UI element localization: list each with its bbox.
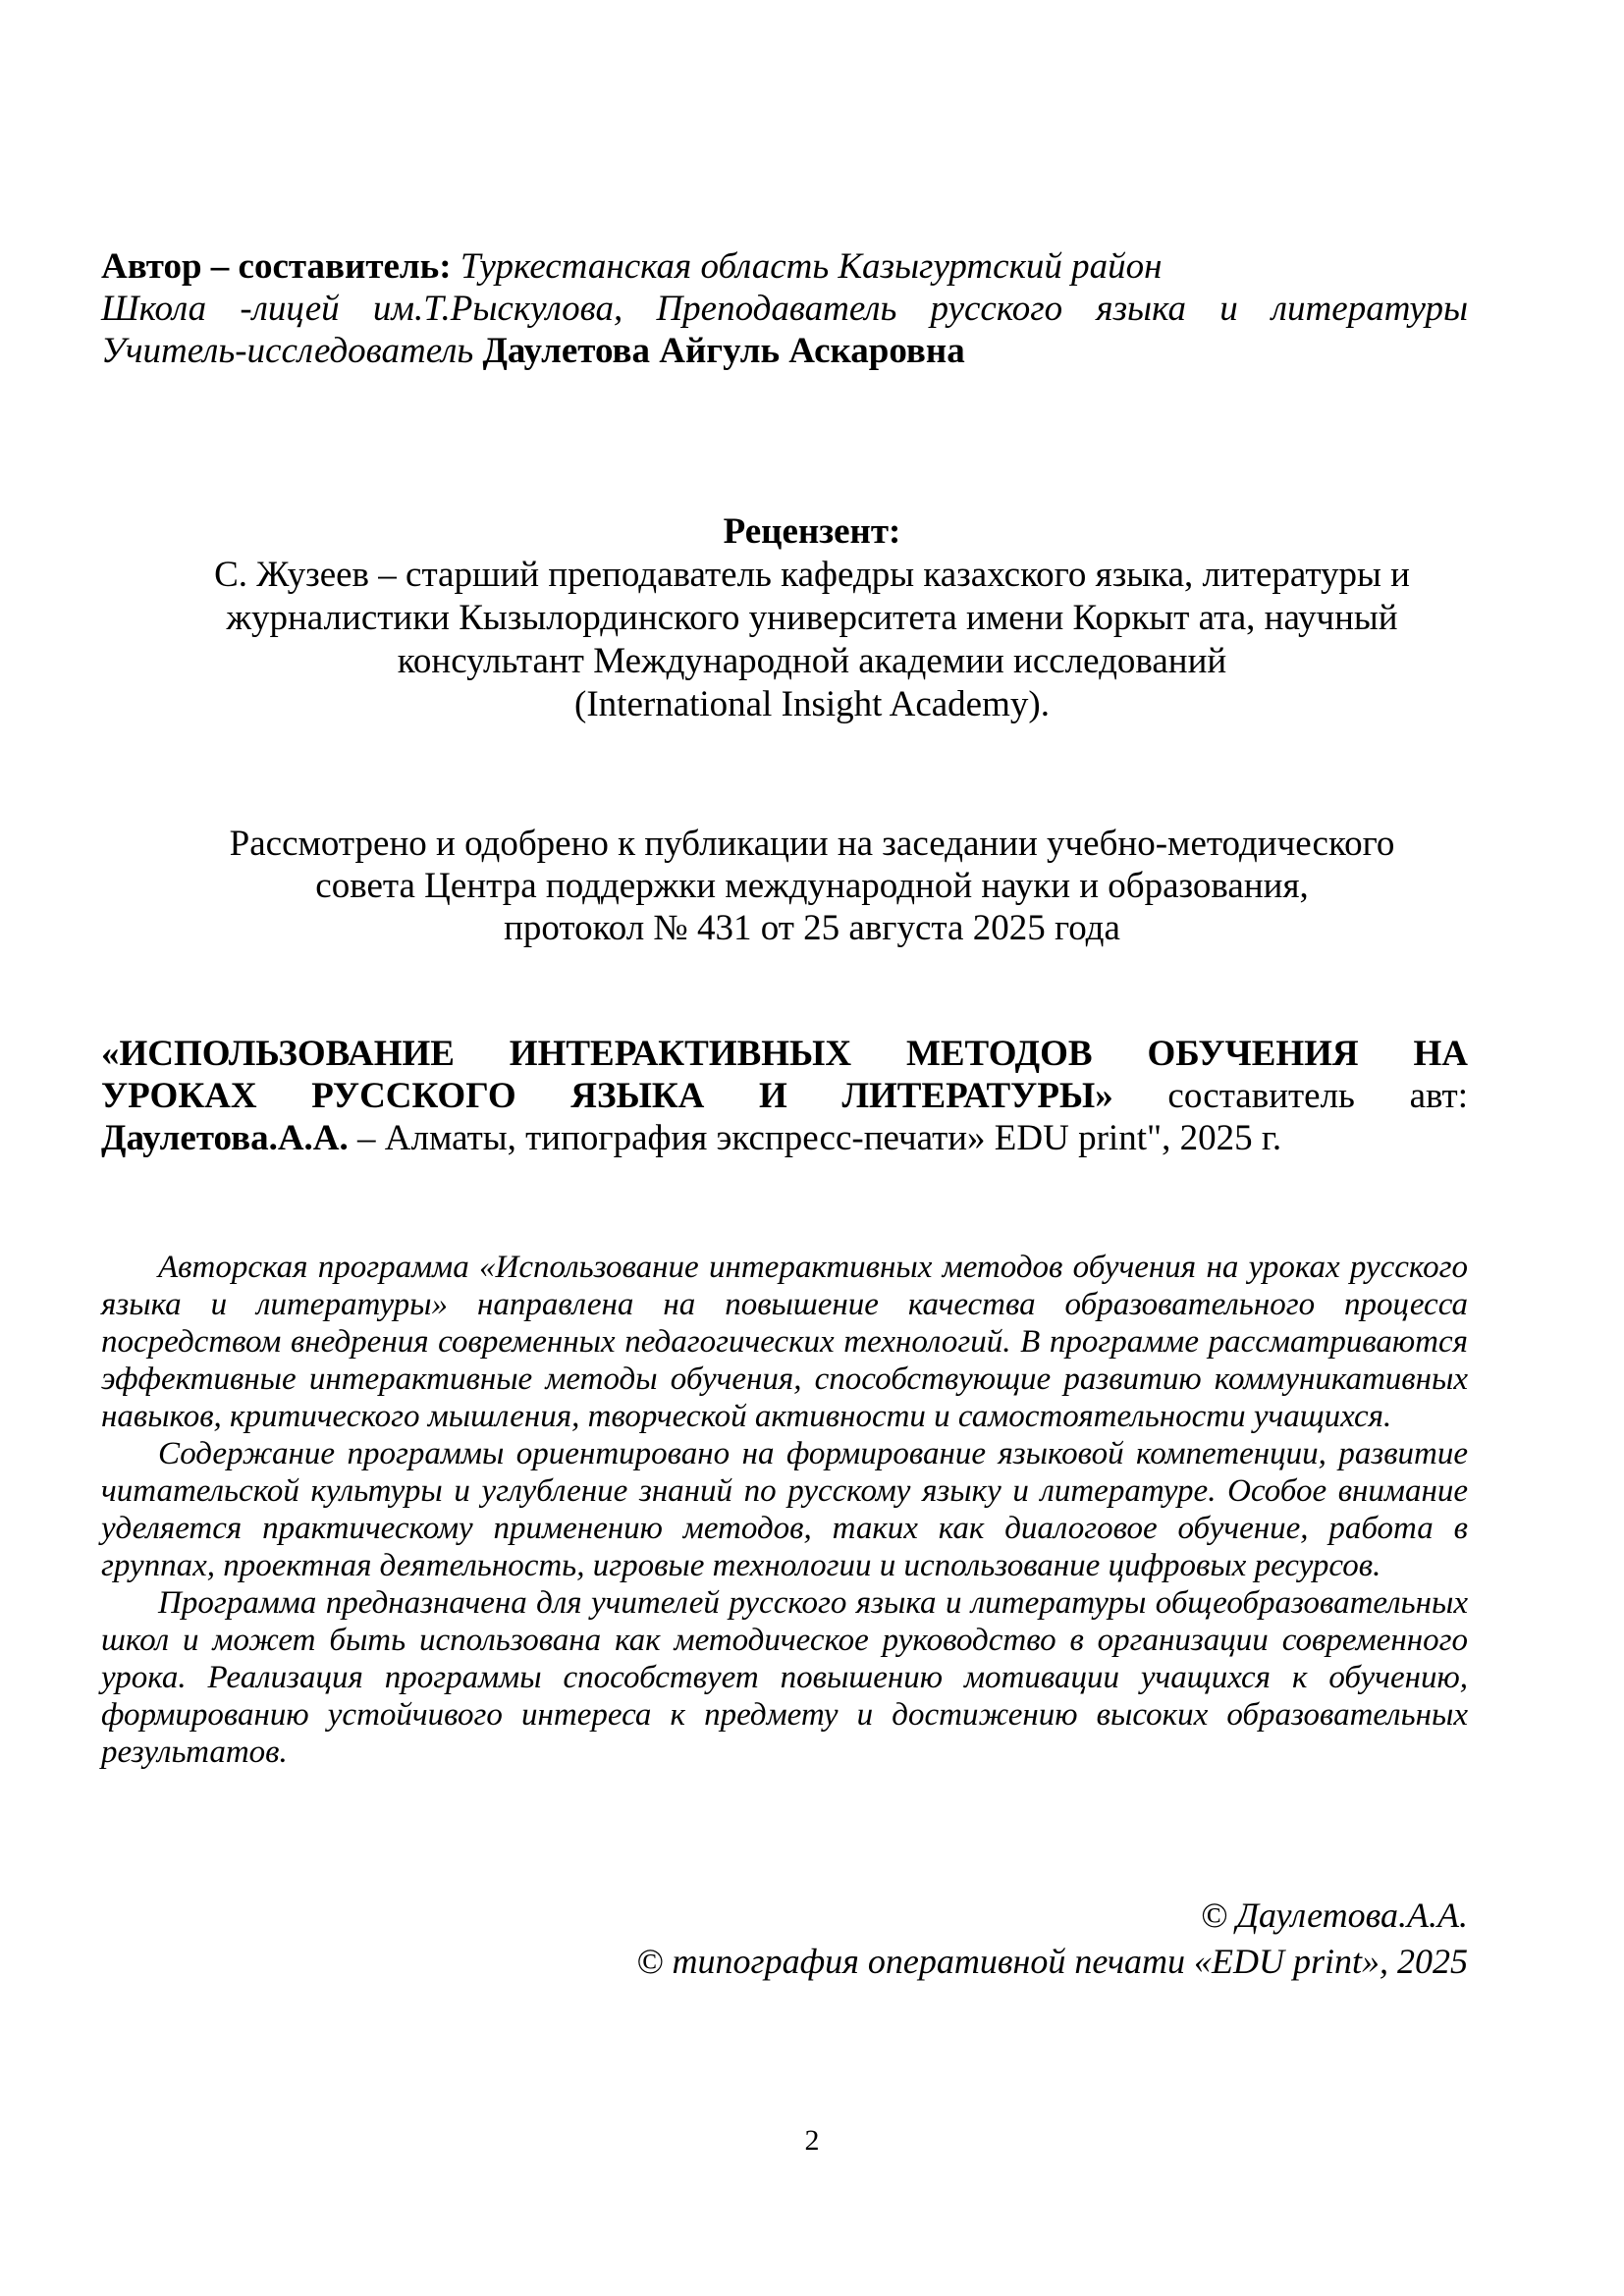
author-role: Учитель-исследователь bbox=[101, 331, 474, 371]
page-number: 2 bbox=[804, 2124, 820, 2157]
title-line-2 bbox=[101, 1075, 1468, 1117]
author-line-2: Школа -лицей им.Т.Рыскулова, Преподаватель русского языка и литературы bbox=[101, 289, 1468, 329]
reviewer-heading: Рецензент: bbox=[723, 511, 901, 552]
author-line-1 bbox=[101, 245, 1468, 288]
approval-block bbox=[101, 823, 1523, 949]
author-block bbox=[101, 245, 1523, 372]
copyright-author: © Даулетова.А.А. bbox=[1200, 1896, 1468, 1935]
reviewer-line-4: (International Insight Academy). bbox=[574, 684, 1050, 724]
copyright-publisher: © типография оперативной печати «EDU print», 2025 bbox=[636, 1942, 1468, 1981]
author-region: Туркестанская область Казыгуртский район bbox=[460, 246, 1163, 287]
approval-line-3: протокол № 431 от 25 августа 2025 года bbox=[504, 908, 1120, 948]
author-line-3 bbox=[101, 330, 1468, 372]
title-compiler-name: Даулетова.А.А. bbox=[101, 1118, 349, 1158]
abstract-paragraph-1: Авторская программа «Использование интерактивных методов обучения на уроках русского языка и литературы» направлена на повышение качества образовательного процесса посредством внедрения современных педагогических технологий. В программе рассматриваются эффективные интерактивные методы обучения, способствующие развитию коммуникативных навыков, критического мышления, творческой активности и самостоятельности учащихся. bbox=[101, 1250, 1468, 1434]
abstract-paragraph-2: Содержание программы ориентировано на формирование языковой компетенции, развитие читательской культуры и углубление знаний по русскому языку и литературе. Особое внимание уделяется практическому применению методов, таких как диалоговое обучение, работа в группах, проектная деятельность, игровые технологии и использование цифровых ресурсов. bbox=[101, 1436, 1468, 1583]
title-imprint: – Алматы, типография экспресс-печати» EDU print", 2025 г. bbox=[357, 1118, 1282, 1158]
approval-line-2: совета Центра поддержки международной науки и образования, bbox=[315, 866, 1309, 906]
title-block bbox=[101, 1033, 1523, 1159]
author-name: Даулетова Айгуль Аскаровна bbox=[482, 331, 965, 371]
abstract-paragraph-3: Программа предназначена для учителей русского языка и литературы общеобразовательных школ и может быть использована как методическое руководство в организации современного урока. Реализация программы способствует повышению мотивации учащихся к обучению, формированию устойчивого интереса к предмету и достижению высоких образовательных результатов. bbox=[101, 1585, 1468, 1770]
reviewer-line-3: консультант Международной академии исследований bbox=[397, 641, 1227, 681]
reviewer-line-1: С. Жузеев – старший преподаватель кафедры казахского языка, литературы и bbox=[214, 555, 1410, 595]
reviewer-block bbox=[101, 510, 1523, 726]
author-label: Автор – составитель: bbox=[101, 246, 452, 287]
title-line-2-normal: составитель авт: bbox=[1167, 1076, 1469, 1116]
title-line-3 bbox=[101, 1117, 1468, 1159]
title-line-2-bold: УРОКАХ РУССКОГО ЯЗЫКА И ЛИТЕРАТУРЫ» bbox=[101, 1076, 1113, 1116]
title-line-1: «ИСПОЛЬЗОВАНИЕ ИНТЕРАКТИВНЫХ МЕТОДОВ ОБУЧЕНИЯ НА bbox=[101, 1034, 1468, 1074]
abstract-block bbox=[101, 1249, 1523, 1771]
copyright-block bbox=[101, 1893, 1523, 1985]
reviewer-line-2: журналистики Кызылординского университета имени Коркыт ата, научный bbox=[226, 598, 1398, 638]
approval-line-1: Рассмотрено и одобрено к публикации на заседании учебно-методического bbox=[229, 824, 1395, 864]
